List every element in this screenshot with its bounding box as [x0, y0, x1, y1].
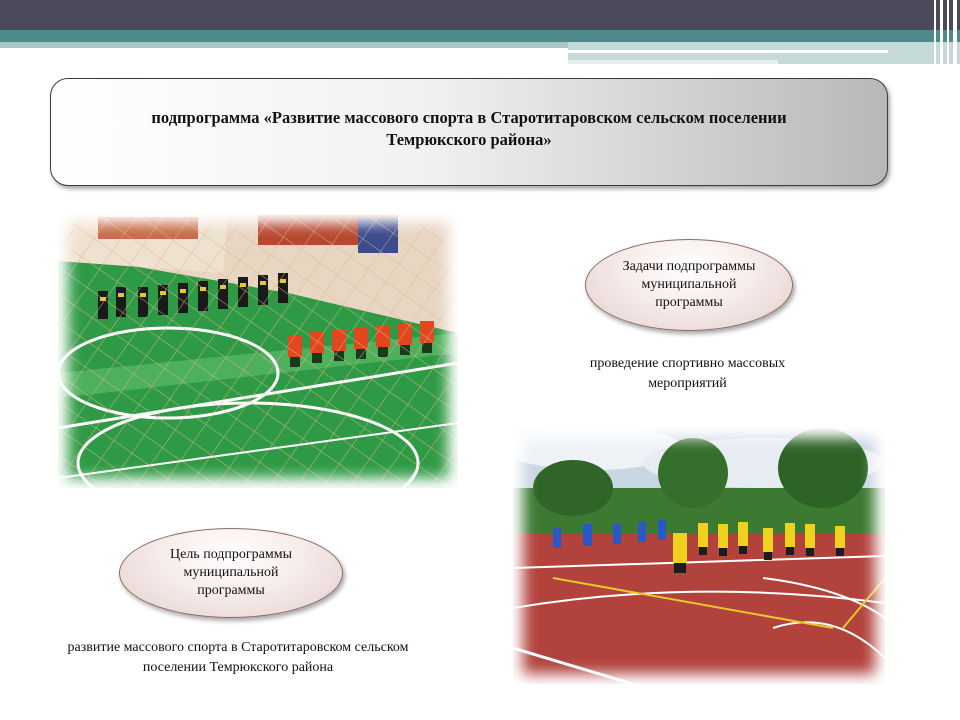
header-band-line-2: [568, 60, 778, 64]
photo-outdoor-court: [513, 428, 885, 684]
header-band-teal-light: [0, 42, 570, 48]
goal-oval: [119, 528, 343, 618]
photo-sports-hall: [58, 213, 458, 488]
tasks-oval-label: Задачи подпрограммы муниципальной программы: [622, 259, 756, 310]
title-line-1: подпрограмма «Развитие массового спорта в Старотитаровском сельском поселении: [151, 108, 787, 127]
tasks-text: проведение спортивно массовых мероприятий: [589, 356, 786, 391]
title-line-2: Темрюкского района»: [386, 130, 552, 149]
header-band-line: [568, 50, 888, 53]
header-vertical-stripes: [928, 0, 960, 66]
header-band-dark: [0, 0, 960, 30]
page-title: [151, 107, 786, 151]
goal-text: развитие массового спорта в Старотитаровском сельском поселении Темрюкского района: [67, 640, 409, 675]
tasks-oval: [585, 239, 793, 331]
header-band-teal: [0, 30, 960, 42]
title-box: [50, 78, 888, 186]
goal-oval-label: Цель подпрограммы муниципальной программы: [170, 547, 292, 598]
